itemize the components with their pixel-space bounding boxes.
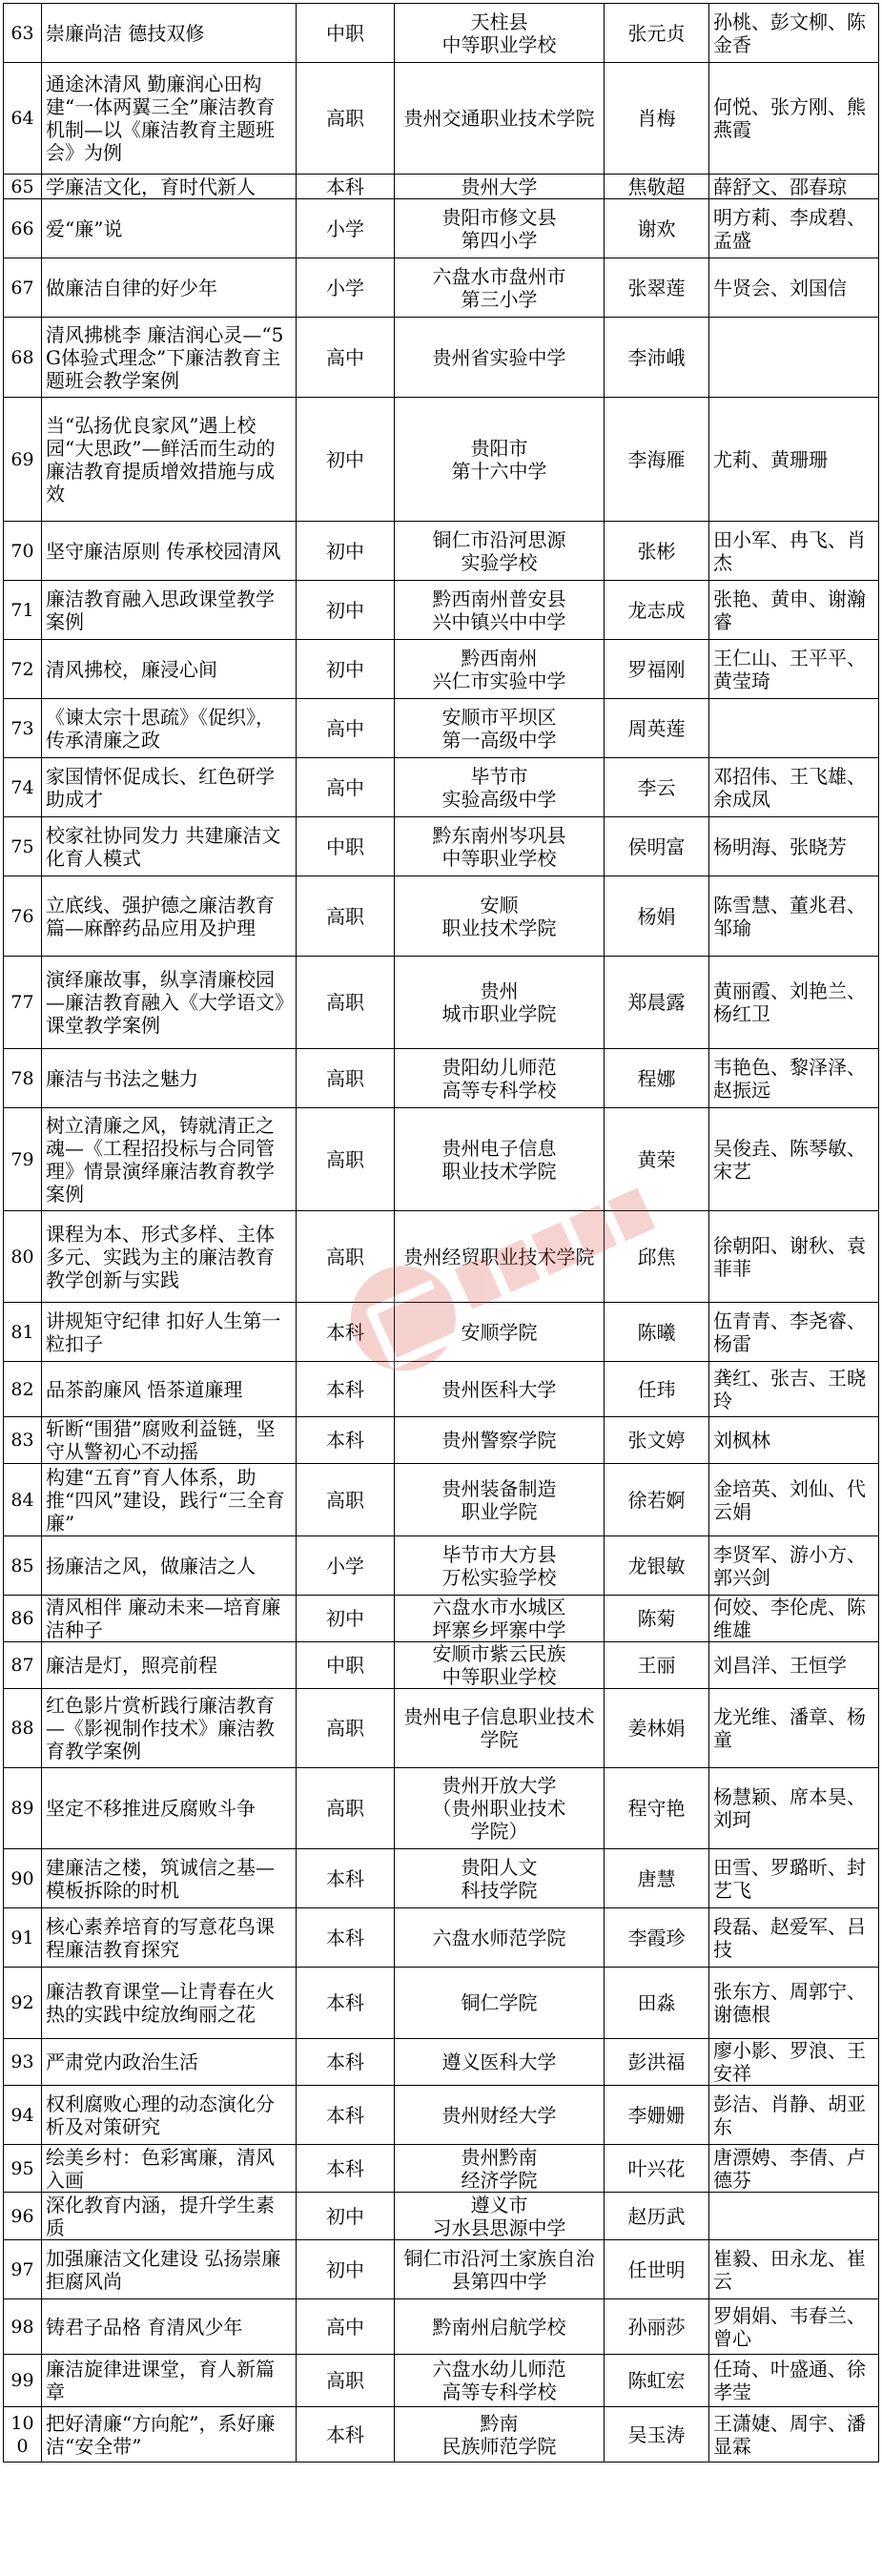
mentor-names: 何姣、李伦虎、陈维雄 [709,1596,879,1642]
row-number: 75 [4,817,42,876]
case-title: 当“弘扬优良家风”遇上校园“大思政”—鲜活而生动的廉洁教育提质增效措施与成效 [42,398,297,522]
row-number: 99 [4,2355,42,2407]
mentor-names: 刘枫林 [709,1417,879,1464]
table-row [4,2240,879,2299]
school-type: 高职 [297,1049,395,1108]
case-title: 崇廉尚洁 德技双修 [42,4,297,63]
school-type: 高中 [297,318,395,398]
row-number: 89 [4,1768,42,1849]
table-row [4,581,879,640]
row-number: 97 [4,2240,42,2299]
table-row [4,1596,879,1642]
mentor-names: 田小军、冉飞、肖杰 [709,522,879,581]
school-type: 初中 [297,398,395,522]
school-type: 本科 [297,1303,395,1362]
row-number: 85 [4,1536,42,1596]
case-title: 扬廉洁之风，做廉洁之人 [42,1536,297,1596]
author-name: 姜林娟 [605,1689,709,1768]
case-title: 严肃党内政治生活 [42,2039,297,2086]
case-title: 学廉洁文化，育时代新人 [42,175,297,199]
school-name: 贵州经贸职业技术学院 [395,1211,605,1303]
mentor-names: 韦艳色、黎泽泽、赵振远 [709,1049,879,1108]
author-name: 张元贞 [605,4,709,63]
school-name: 贵州交通职业技术学院 [395,63,605,175]
table-row [4,1417,879,1464]
row-number: 82 [4,1362,42,1417]
table-row [4,1049,879,1108]
table-row [4,63,879,175]
table-row [4,1536,879,1596]
school-type: 初中 [297,522,395,581]
mentor-names: 何悦、张方刚、熊燕霞 [709,63,879,175]
school-name: 贵阳人文 科技学院 [395,1849,605,1908]
case-title: 廉洁旋律进课堂，育人新篇章 [42,2355,297,2407]
case-title: 清风相伴 廉动未来—培育廉洁种子 [42,1596,297,1642]
row-number: 83 [4,1417,42,1464]
table-row [4,1362,879,1417]
row-number: 98 [4,2299,42,2355]
author-name: 陈菊 [605,1596,709,1642]
school-type: 高职 [297,1211,395,1303]
mentor-names [709,318,879,398]
school-name: 安顺 职业技术学院 [395,876,605,957]
school-type: 高职 [297,876,395,957]
table-row [4,1464,879,1536]
mentor-names: 吴俊垚、陈琴敏、宋艺 [709,1108,879,1211]
table-row [4,1108,879,1211]
row-number: 78 [4,1049,42,1108]
author-name: 孙丽莎 [605,2299,709,2355]
case-title: 核心素养培育的写意花鸟课程廉洁教育探究 [42,1908,297,1968]
author-name: 叶兴花 [605,2145,709,2193]
mentor-names: 张艳、黄申、谢瀚睿 [709,581,879,640]
school-type: 本科 [297,1968,395,2039]
school-type: 高职 [297,1464,395,1536]
school-type: 初中 [297,640,395,699]
table-row [4,2086,879,2145]
row-number: 70 [4,522,42,581]
school-type: 高中 [297,699,395,758]
school-name: 贵州财经大学 [395,2086,605,2145]
school-name: 黔西南州普安县 兴中镇兴中中学 [395,581,605,640]
author-name: 李海雁 [605,398,709,522]
case-title: 校家社协同发力 共建廉洁文化育人模式 [42,817,297,876]
school-name: 贵州医科大学 [395,1362,605,1417]
mentor-names: 薛舒文、邵春琼 [709,175,879,199]
author-name: 田淼 [605,1968,709,2039]
author-name: 龙志成 [605,581,709,640]
case-title: 立底线、强护德之廉洁教育篇—麻醉药品应用及护理 [42,876,297,957]
case-title: 坚守廉洁原则 传承校园清风 [42,522,297,581]
school-name: 贵州 城市职业学院 [395,957,605,1049]
mentor-names: 尤莉、黄珊珊 [709,398,879,522]
case-title: 讲规矩守纪律 扣好人生第一粒扣子 [42,1303,297,1362]
row-number: 86 [4,1596,42,1642]
school-name: 遵义市 习水县思源中学 [395,2193,605,2240]
school-name: 黔南州启航学校 [395,2299,605,2355]
mentor-names: 唐漂娉、李倩、卢德芬 [709,2145,879,2193]
author-name: 张翠莲 [605,258,709,318]
school-type: 中职 [297,1642,395,1689]
school-type: 初中 [297,581,395,640]
school-type: 本科 [297,1417,395,1464]
school-type: 高职 [297,957,395,1049]
author-name: 郑晨露 [605,957,709,1049]
case-title: 权利腐败心理的动态演化分析及对策研究 [42,2086,297,2145]
row-number: 73 [4,699,42,758]
school-type: 高职 [297,63,395,175]
school-type: 本科 [297,2039,395,2086]
mentor-names: 徐朝阳、谢秋、袁菲菲 [709,1211,879,1303]
school-name: 贵州装备制造 职业学院 [395,1464,605,1536]
mentor-names: 张东方、周郭宁、谢德根 [709,1968,879,2039]
mentor-names [709,2193,879,2240]
row-number: 65 [4,175,42,199]
school-type: 本科 [297,2086,395,2145]
school-name: 黔南 民族师范学院 [395,2407,605,2463]
table-row [4,2039,879,2086]
row-number: 94 [4,2086,42,2145]
school-name: 安顺市平坝区 第一高级中学 [395,699,605,758]
school-name: 贵州警察学院 [395,1417,605,1464]
mentor-names: 伍青青、李尧睿、杨雷 [709,1303,879,1362]
case-title: 品茶韵廉风 悟茶道廉理 [42,1362,297,1417]
row-number: 71 [4,581,42,640]
case-title: 廉洁教育课堂—让青春在火热的实践中绽放绚丽之花 [42,1968,297,2039]
school-name: 黔东南州岑巩县 中等职业学校 [395,817,605,876]
school-name: 铜仁市沿河土家族自治县第四中学 [395,2240,605,2299]
table-body [4,4,879,2463]
school-name: 天柱县 中等职业学校 [395,4,605,63]
mentor-names: 刘昌洋、王恒学 [709,1642,879,1689]
table-row [4,522,879,581]
school-name: 铜仁学院 [395,1968,605,2039]
author-name: 肖梅 [605,63,709,175]
author-name: 张文婷 [605,1417,709,1464]
author-name: 李云 [605,758,709,817]
case-title: 廉洁是灯，照亮前程 [42,1642,297,1689]
table-row [4,398,879,522]
author-name: 焦敬超 [605,175,709,199]
award-list-table [3,3,879,2463]
school-type: 初中 [297,2193,395,2240]
row-number: 80 [4,1211,42,1303]
author-name: 黄荣 [605,1108,709,1211]
mentor-names: 王潇婕、周宇、潘显霖 [709,2407,879,2463]
row-number: 64 [4,63,42,175]
case-title: 构建“五育”育人体系，助推“四风”建设，践行“三全育廉” [42,1464,297,1536]
case-title: 深化教育内涵，提升学生素质 [42,2193,297,2240]
table-row [4,2145,879,2193]
school-name: 黔西南州 兴仁市实验中学 [395,640,605,699]
case-title: 树立清廉之风，铸就清正之魂—《工程招投标与合同管理》情景演绎廉洁教育教学案例 [42,1108,297,1211]
table-row [4,2355,879,2407]
school-name: 毕节市 实验高级中学 [395,758,605,817]
author-name: 邱焦 [605,1211,709,1303]
school-name: 遵义医科大学 [395,2039,605,2086]
mentor-names: 彭洁、肖静、胡亚东 [709,2086,879,2145]
school-type: 初中 [297,2240,395,2299]
author-name: 侯明富 [605,817,709,876]
author-name: 赵历武 [605,2193,709,2240]
case-title: 演绎廉故事，纵享清廉校园—廉洁教育融入《大学语文》课堂教学案例 [42,957,297,1049]
case-title: 绘美乡村：色彩寓廉，清风入画 [42,2145,297,2193]
table-row [4,4,879,63]
author-name: 陈曦 [605,1303,709,1362]
mentor-names: 廖小影、罗浪、王安祥 [709,2039,879,2086]
row-number: 76 [4,876,42,957]
school-name: 六盘水师范学院 [395,1908,605,1968]
case-title: 清风拂校，廉浸心间 [42,640,297,699]
table-row [4,817,879,876]
school-type: 小学 [297,199,395,258]
author-name: 李霞珍 [605,1908,709,1968]
row-number: 84 [4,1464,42,1536]
mentor-names: 邓招伟、王飞雄、余成凤 [709,758,879,817]
school-type: 中职 [297,4,395,63]
mentor-names: 杨明海、张晓芳 [709,817,879,876]
school-type: 中职 [297,817,395,876]
school-name: 贵阳市 第十六中学 [395,398,605,522]
case-title: 坚定不移推进反腐败斗争 [42,1768,297,1849]
row-number: 96 [4,2193,42,2240]
school-name: 铜仁市沿河思源 实验学校 [395,522,605,581]
table-row [4,640,879,699]
mentor-names: 明方莉、李成碧、孟盛 [709,199,879,258]
school-type: 高职 [297,2355,395,2407]
case-title: 红色影片赏析践行廉洁教育—《影视制作技术》廉洁教育教学案例 [42,1689,297,1768]
school-type: 小学 [297,1536,395,1596]
school-name: 贵州省实验中学 [395,318,605,398]
mentor-names: 金培英、刘仙、代云娟 [709,1464,879,1536]
row-number: 88 [4,1689,42,1768]
school-name: 贵州电子信息 职业技术学院 [395,1108,605,1211]
table-row [4,699,879,758]
table-row [4,258,879,318]
school-name: 贵阳幼儿师范 高等专科学校 [395,1049,605,1108]
school-type: 本科 [297,1362,395,1417]
case-title: 爱“廉”说 [42,199,297,258]
author-name: 任世明 [605,2240,709,2299]
author-name: 谢欢 [605,199,709,258]
school-type: 本科 [297,2145,395,2193]
school-type: 本科 [297,1849,395,1908]
school-name: 安顺市紫云民族 中等职业学校 [395,1642,605,1689]
mentor-names: 牛贤会、刘国信 [709,258,879,318]
author-name: 陈虹宏 [605,2355,709,2407]
mentor-names: 龙光维、潘章、杨童 [709,1689,879,1768]
row-number: 77 [4,957,42,1049]
table-row [4,876,879,957]
case-title: 做廉洁自律的好少年 [42,258,297,318]
table-row [4,318,879,398]
author-name: 任玮 [605,1362,709,1417]
table-row [4,1211,879,1303]
school-type: 高中 [297,758,395,817]
mentor-names: 罗娟娟、韦春兰、曾心 [709,2299,879,2355]
school-name: 贵州大学 [395,175,605,199]
author-name: 程守艳 [605,1768,709,1849]
author-name: 王丽 [605,1642,709,1689]
table-row [4,2299,879,2355]
table-row [4,175,879,199]
author-name: 杨娟 [605,876,709,957]
mentor-names: 李贤军、游小方、郭兴剑 [709,1536,879,1596]
case-title: 廉洁教育融入思政课堂教学案例 [42,581,297,640]
case-title: 把好清廉“方向舵”，系好廉洁“安全带” [42,2407,297,2463]
school-type: 高职 [297,1768,395,1849]
school-name: 毕节市大方县 万松实验学校 [395,1536,605,1596]
row-number: 68 [4,318,42,398]
case-title: 课程为本、形式多样、主体多元、实践为主的廉洁教育教学创新与实践 [42,1211,297,1303]
row-number: 91 [4,1908,42,1968]
school-type: 小学 [297,258,395,318]
case-title: 清风拂桃李 廉洁润心灵—“5G体验式理念”下廉洁教育主题班会教学案例 [42,318,297,398]
author-name: 李沛峨 [605,318,709,398]
table-row [4,1689,879,1768]
mentor-names: 段磊、赵爱军、吕技 [709,1908,879,1968]
school-type: 高职 [297,1689,395,1768]
table-row [4,1303,879,1362]
row-number: 93 [4,2039,42,2086]
mentor-names: 田雪、罗璐昕、封艺飞 [709,1849,879,1908]
author-name: 周英莲 [605,699,709,758]
row-number: 100 [4,2407,42,2463]
author-name: 吴玉涛 [605,2407,709,2463]
mentor-names: 陈雪慧、董兆君、邹瑜 [709,876,879,957]
table-row [4,199,879,258]
row-number: 90 [4,1849,42,1908]
school-name: 贵州电子信息职业技术学院 [395,1689,605,1768]
school-type: 初中 [297,1596,395,1642]
case-title: 家国情怀促成长、红色研学助成才 [42,758,297,817]
table-row [4,2407,879,2463]
school-type: 高职 [297,1108,395,1211]
row-number: 67 [4,258,42,318]
case-title: 建廉洁之楼，筑诚信之基—模板拆除的时机 [42,1849,297,1908]
school-name: 六盘水市水城区 坪寨乡坪寨中学 [395,1596,605,1642]
school-name: 六盘水幼儿师范 高等专科学校 [395,2355,605,2407]
case-title: 廉洁与书法之魅力 [42,1049,297,1108]
school-name: 贵州黔南 经济学院 [395,2145,605,2193]
row-number: 72 [4,640,42,699]
row-number: 87 [4,1642,42,1689]
row-number: 63 [4,4,42,63]
author-name: 张彬 [605,522,709,581]
row-number: 74 [4,758,42,817]
mentor-names: 龚红、张吉、王晓玲 [709,1362,879,1417]
case-title: 斩断“围猎”腐败利益链，坚守从警初心不动摇 [42,1417,297,1464]
case-title: 铸君子品格 育清风少年 [42,2299,297,2355]
row-number: 69 [4,398,42,522]
table-row [4,1908,879,1968]
table-row [4,1768,879,1849]
row-number: 66 [4,199,42,258]
table-row [4,2193,879,2240]
school-name: 贵州开放大学 （贵州职业技术 学院） [395,1768,605,1849]
table-row [4,1849,879,1908]
school-type: 本科 [297,175,395,199]
school-type: 高中 [297,2299,395,2355]
mentor-names: 任琦、叶盛通、徐孝莹 [709,2355,879,2407]
row-number: 92 [4,1968,42,2039]
mentor-names: 孙桃、彭文柳、陈金香 [709,4,879,63]
case-title: 《谏太宗十思疏》《促织》，传承清廉之政 [42,699,297,758]
mentor-names [709,699,879,758]
row-number: 95 [4,2145,42,2193]
table-row [4,758,879,817]
case-title: 通途沐清风 勤廉润心田构建“一体两翼三全”廉洁教育机制—以《廉洁教育主题班会》为例 [42,63,297,175]
author-name: 龙银敏 [605,1536,709,1596]
table-row [4,1968,879,2039]
school-name: 贵阳市修文县 第四小学 [395,199,605,258]
author-name: 李姗姗 [605,2086,709,2145]
table-row [4,1642,879,1689]
author-name: 程娜 [605,1049,709,1108]
table-row [4,957,879,1049]
case-title: 加强廉洁文化建设 弘扬崇廉拒腐风尚 [42,2240,297,2299]
mentor-names: 王仁山、王平平、黄莹琦 [709,640,879,699]
mentor-names: 杨慧颖、席本昊、刘珂 [709,1768,879,1849]
mentor-names: 黄丽霞、刘艳兰、杨红卫 [709,957,879,1049]
school-type: 本科 [297,2407,395,2463]
school-name: 六盘水市盘州市 第三小学 [395,258,605,318]
mentor-names: 崔毅、田永龙、崔云 [709,2240,879,2299]
row-number: 81 [4,1303,42,1362]
author-name: 唐慧 [605,1849,709,1908]
school-type: 本科 [297,1908,395,1968]
school-name: 安顺学院 [395,1303,605,1362]
author-name: 徐若婀 [605,1464,709,1536]
row-number: 79 [4,1108,42,1211]
author-name: 罗福刚 [605,640,709,699]
author-name: 彭洪福 [605,2039,709,2086]
